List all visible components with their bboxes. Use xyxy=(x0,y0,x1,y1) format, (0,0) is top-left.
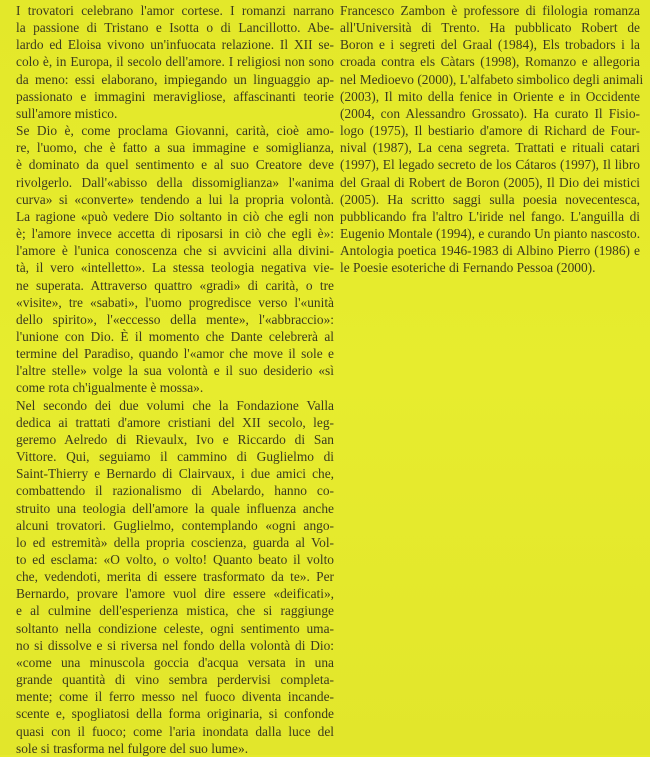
text-line: sole si trasforma nel fulgore del suo lume». xyxy=(16,740,249,756)
text-line: Bernardo, provare l'amore vuol dire essere «deificati», xyxy=(16,586,334,602)
text-line: alcuni trovatori. Guglielmo, contemplando «ogni ango- xyxy=(16,517,334,533)
text-line: l'amore è l'unica conoscenza che si avvicini alla divini- xyxy=(16,243,334,259)
text-line: l'altre stelle» volge la sua volontà e il suo desiderio «sì xyxy=(16,363,334,379)
text-line: dedica ai trattati d'amore cristiani del XII secolo, leg- xyxy=(16,414,334,430)
text-line: nel Medioevo (2000), L'alfabeto simbolico degli animali xyxy=(340,71,644,87)
text-line: è dominato da quel sentimento e al suo Creatore deve xyxy=(16,157,334,173)
text-line: no si dissolve e si riversa nel fondo della volontà di Dio: xyxy=(16,637,334,653)
text-line: nival (1987), La cena segreta. Trattati e rituali catari xyxy=(340,140,640,156)
text-line: re, l'uomo, che è fatto a sua immagine e somiglianza, xyxy=(16,140,334,156)
text-line: da meno: essi elaborano, impiegando un linguaggio ap- xyxy=(16,71,334,87)
text-line: croada contra els Càtars (1998), Romanzo e allegoria xyxy=(340,54,640,70)
description-column xyxy=(16,2,334,757)
text-line: «come una minuscola goccia d'acqua versata in una xyxy=(16,654,334,670)
text-line: logo (1975), Il bestiario d'amore di Richard de Four- xyxy=(340,123,640,139)
text-line: Eugenio Montale (1994), e curando Un pianto nascosto. xyxy=(340,226,641,242)
text-line: geremo Aelredo di Rievaulx, Ivo e Riccardo di San xyxy=(16,431,334,447)
text-line: passionato e immagini meravigliose, affascinanti teorie xyxy=(16,88,334,104)
text-line: to ed esclama: «O volto, o volto! Quanto beato il volto xyxy=(16,552,334,567)
text-line: Saint-Thierry e Bernardo di Clairvaux, i due amici che, xyxy=(16,466,334,482)
text-line: struito una teologia dell'amore la quale influenza anche xyxy=(16,500,334,516)
text-line: combattendo il razionalismo di Abelardo, hanno co- xyxy=(16,483,334,499)
text-line: e al culmine dell'esperienza mistica, che si raggiunge xyxy=(16,603,334,619)
text-line: (2004, con Alessandro Grossato). Ha curato Il Fisio- xyxy=(340,105,640,121)
text-line: (2005). Ha scritto saggi sulla poesia novecentesca, xyxy=(340,191,640,207)
text-line: Boron e i segreti del Graal (1984), Els trobadors i la xyxy=(340,37,640,53)
paragraph-dio-carita xyxy=(16,122,334,397)
text-line: curva» si «converte» tendendo a lui la propria volontà. xyxy=(16,191,334,207)
text-line: Francesco Zambon è professore di filologia romanza xyxy=(340,3,640,18)
text-line: l'unione con Dio. È il momento che Dante celebrerà al xyxy=(16,328,334,344)
text-line: scente e, spogliatosi della forma originaria, si confonde xyxy=(16,706,334,722)
text-line: ne superata. Attraverso quattro «gradi» di carità, o tre xyxy=(16,277,334,293)
text-line: soltanto nella condizione celeste, ogni sentimento uma- xyxy=(16,620,334,636)
text-line: lardo ed Eloisa vivono un'infuocata relazione. Il XII se- xyxy=(16,37,334,53)
text-line: dello spirito», l'«eccesso della mente», l'«abbraccio»: xyxy=(16,311,334,327)
text-line: (1997), El legado secreto de los Cátaros (1997), Il libro xyxy=(340,157,640,173)
text-line: lo ed estremità» della propria coscienza, guarda al Vol- xyxy=(16,534,334,550)
paragraph-trovatori xyxy=(16,2,334,122)
text-line: all'Università di Trento. Ha pubblicato Robert de xyxy=(340,20,640,36)
author-bio-column xyxy=(340,2,644,277)
text-line: mente; come il ferro messo nel fuoco diventa incande- xyxy=(16,689,334,705)
text-line: le Poesie esoteriche di Fernando Pessoa (2000). xyxy=(340,260,596,276)
text-line: pubblicando fra l'altro L'iride nel fango. L'anguilla di xyxy=(340,208,640,224)
text-line: I trovatori celebrano l'amor cortese. I romanzi narrano xyxy=(16,3,334,18)
text-line: del Graal di Robert de Boron (2005), Il Dio dei mistici xyxy=(340,174,640,190)
text-line: è; l'amore invece accetta di riposarsi in ciò che egli è»: xyxy=(16,226,334,242)
text-line: Vittore. Qui, seguiamo il cammino di Guglielmo di xyxy=(16,449,334,465)
text-line: che, vedendoti, merita di essere trasformato da te». Per xyxy=(16,569,334,585)
text-line: «visite», tre «sabati», l'uomo progredisce verso l'«unità xyxy=(16,294,334,310)
text-line: tà, il vero «intelletto». La stessa teologia negativa vie- xyxy=(16,260,334,276)
text-line: rivolgerlo. Dall'«abisso della dissomiglianza» l'«anima xyxy=(16,174,334,190)
text-line: Nel secondo dei due volumi che la Fondazione Valla xyxy=(16,397,334,413)
text-line: La ragione «può vedere Dio soltanto in ciò che egli non xyxy=(16,208,334,224)
text-line: come rota ch'igualmente è mossa». xyxy=(16,380,204,396)
text-line: grande quantità di vino sembra perdervisi completa- xyxy=(16,672,334,688)
text-line: Se Dio è, come proclama Giovanni, carità, cioè amo- xyxy=(16,123,334,139)
text-line: sull'amore mistico. xyxy=(16,105,118,121)
text-line: la passione di Tristano e Isotta o di Lancillotto. Abe- xyxy=(16,20,334,36)
text-line: (2003), Il mito della fenice in Oriente e in Occidente xyxy=(340,88,640,104)
text-line: termine del Paradiso, quando l'«amor che move il sole e xyxy=(16,346,334,362)
text-line: Antologia poetica 1946-1983 di Albino Pierro (1986) e xyxy=(340,243,640,259)
paragraph-author-bio xyxy=(340,2,644,277)
text-line: quasi con il fuoco; come l'aria inondata dalla luce del xyxy=(16,723,334,739)
text-line: colo è, in Europa, il secolo dell'amore. I religiosi non sono xyxy=(16,54,334,70)
paragraph-fondazione-valla xyxy=(16,397,334,757)
